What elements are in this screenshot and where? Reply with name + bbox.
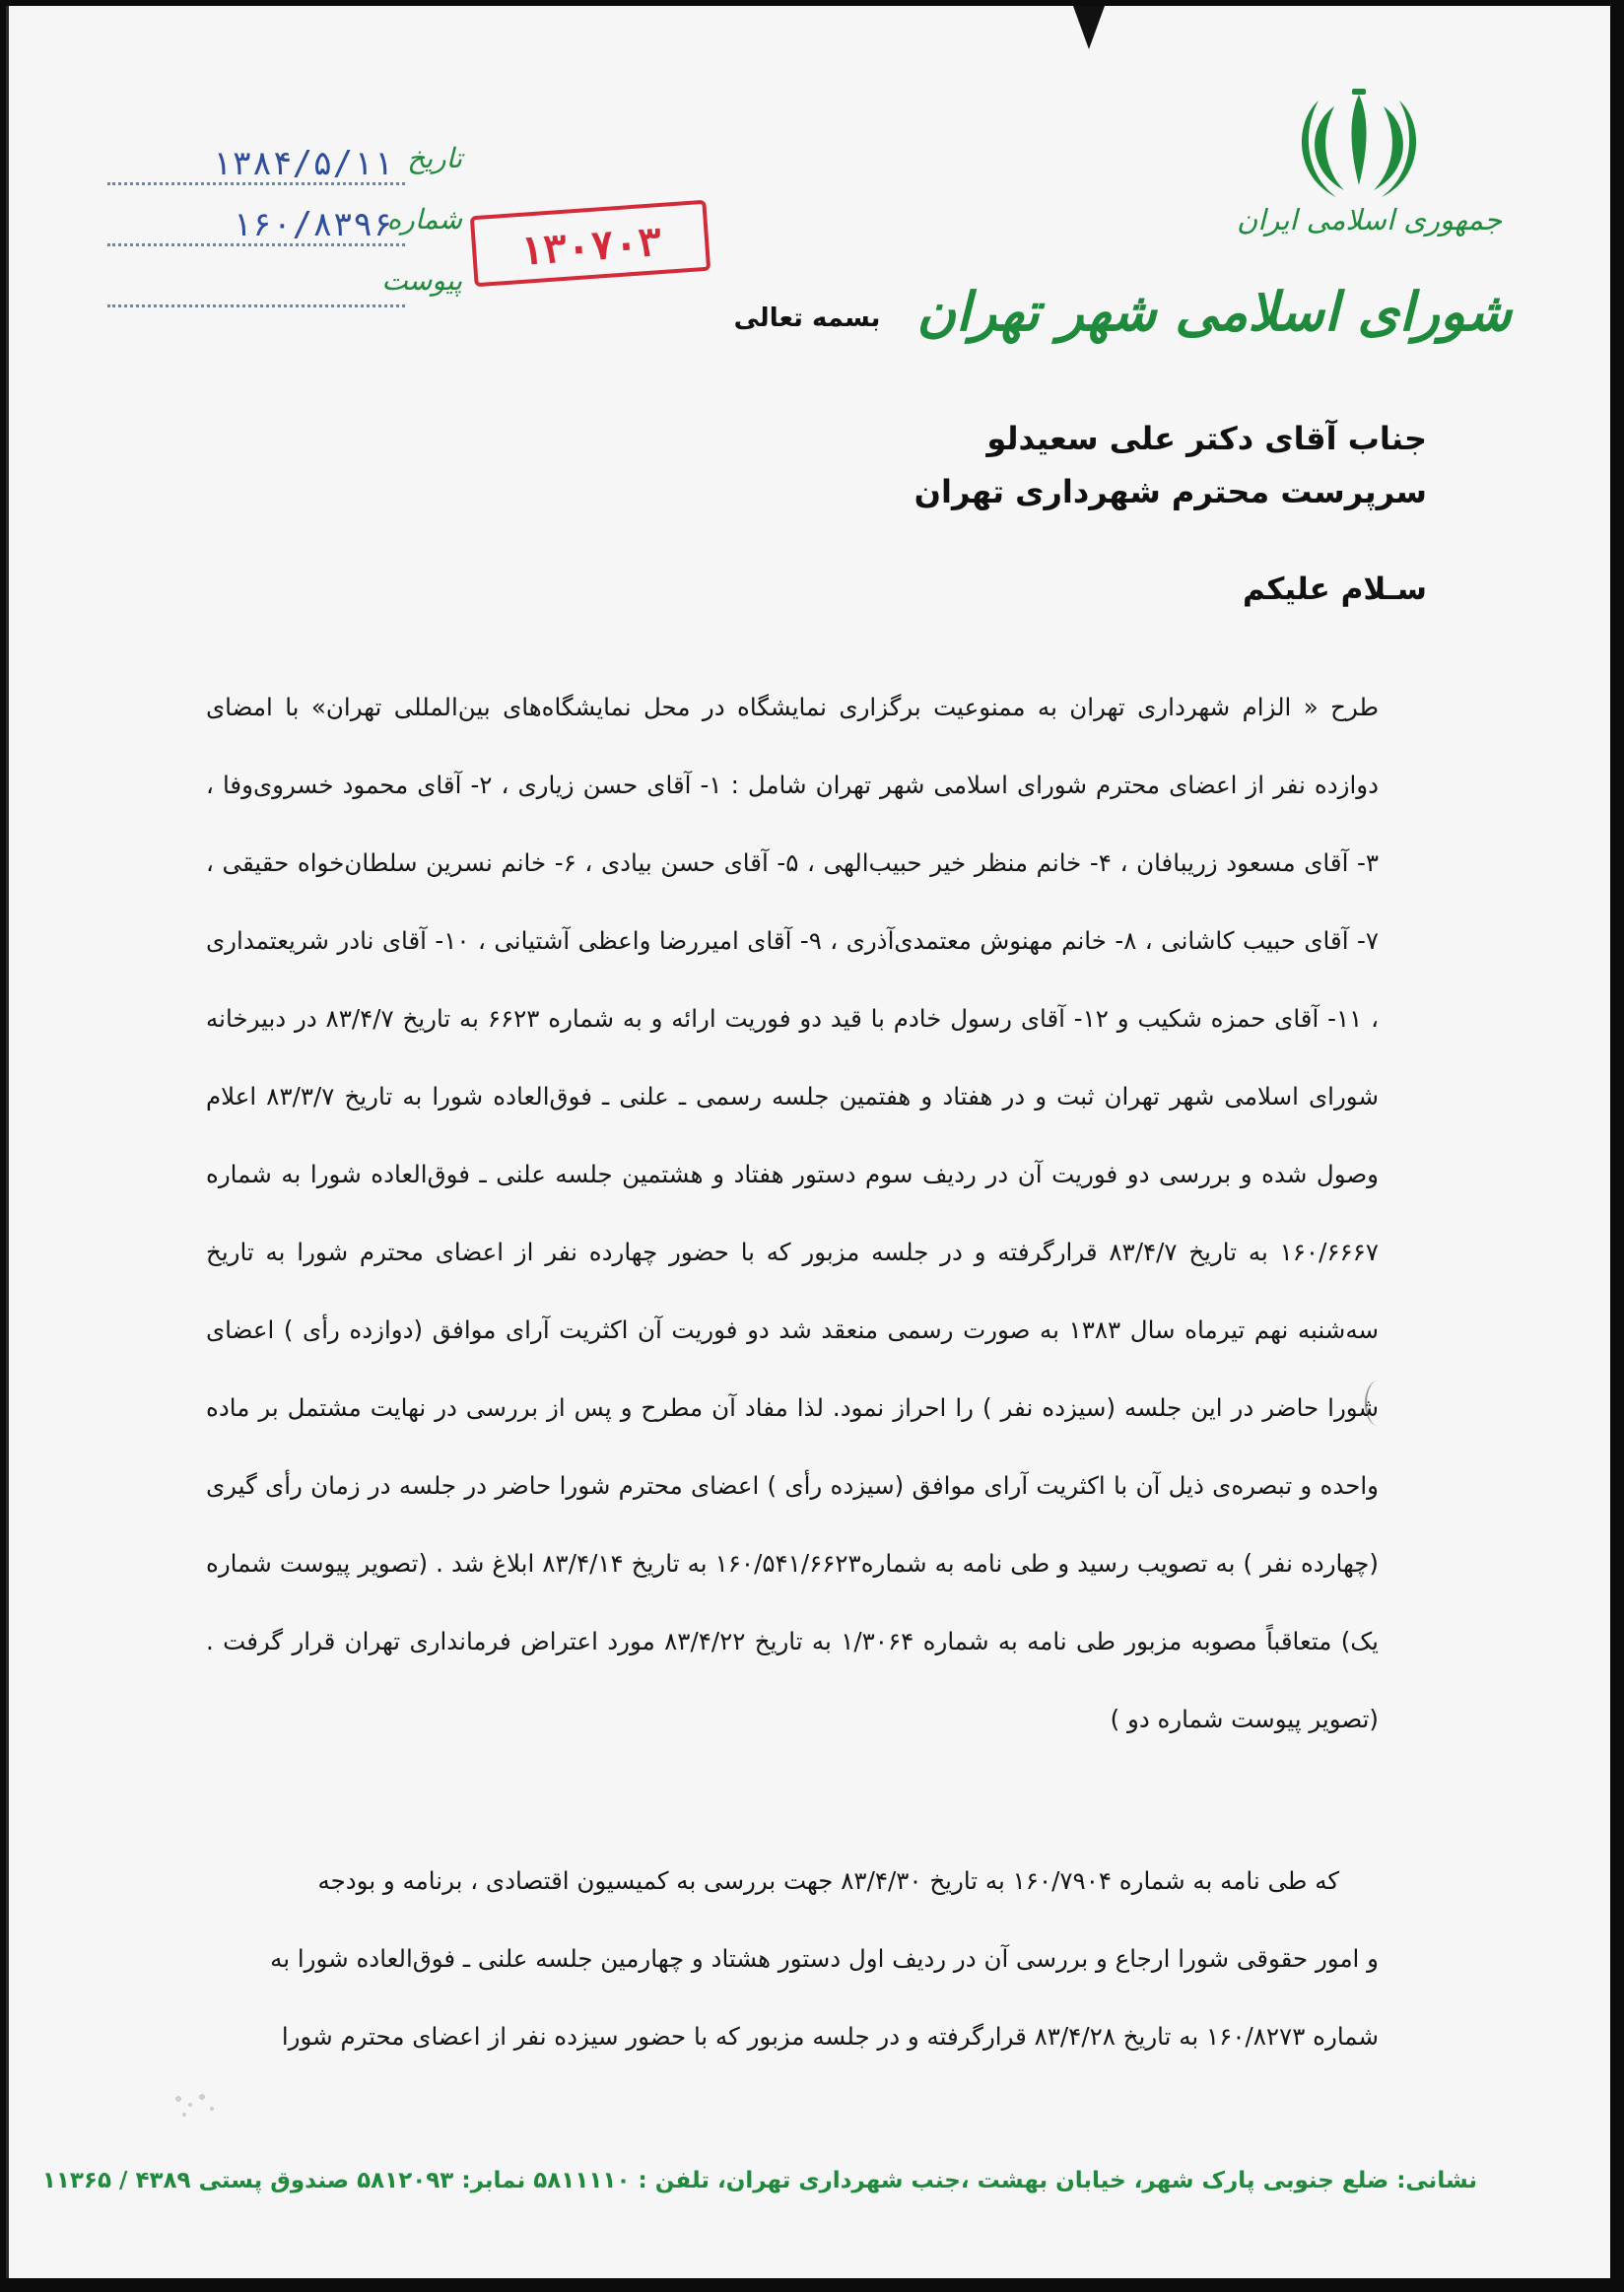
body-paragraph-2 [206,1842,1379,2075]
attachment-row [107,264,462,315]
attachment-label: پیوست [381,264,462,297]
letter-page [6,6,1610,2278]
body-paragraph-1: طرح « الزام شهرداری تهران به ممنوعیت برگزاری نمایشگاه در محل نمایشگاه‌های بین‌المللی تهران» با امضای دوازده نفر از اعضای محترم شورای اسلامی شهر تهران شامل : ۱- آقای حسن زیاری ، ۲- آقای محمود خسروی‌وفا ، ۳- آقای مسعود زریبافان ، ۴- خانم منظر خیر حبیب‌الهی ، ۵- آقای حسن بیادی ، ۶- خانم نسرین سلطان‌خواه حقیقی ، ۷- آقای حبیب کاشانی ، ۸- خانم مهنوش معتمدی‌آذری ، ۹- آقای امیررضا واعظی آشتیانی ، ۱۰- آقای نادر شریعتمداری ، ۱۱- آقای حمزه شکیب و ۱۲- آقای رسول خادم با قید دو فوریت ارائه و به شماره ۶۶۲۳ به تاریخ ۸۳/۴/۷ در دبیرخانه شورای اسلامی شهر تهران ثبت و در هفتاد و هفتمین جلسه رسمی ـ علنی ـ فوق‌العاده شورا به تاریخ ۸۳/۳/۷ اعلام وصول شده و بررسی دو فوریت آن در ردیف سوم دستور هفتاد و هشتمین جلسه علنی ـ فوق‌العاده شورا به شماره ۱۶۰/۶۶۶۷ به تاریخ ۸۳/۴/۷ قرارگرفته و در جلسه مزبور که با حضور چهارده نفر از اعضای محترم شورا به تاریخ سه‌شنبه نهم تیرماه سال ۱۳۸۳ به صورت رسمی منعقد شد دو فوریت آن اکثریت آرای موافق (دوازده رأی ) اعضای شورا حاضر در این جلسه (سیزده نفر ) را احراز نمود. لذا مفاد آن مطرح و پس از بررسی در نهایت مشتمل بر ماده واحده و تبصره‌ی ذیل آن با اکثریت آرای موافق (سیزده رأی ) اعضای محترم شورا حاضر در جلسه در زمان رأی گیری (چهارده نفر ) به تصویب رسید و طی نامه به شماره۱۶۰/۵۴۱/۶۶۲۳ به تاریخ ۸۳/۴/۱۴ ابلاغ شد . (تصویر پیوست شماره یک) متعاقباً مصوبه مزبور طی نامه به شماره ۱/۳۰۶۴ به تاریخ ۸۳/۴/۲۲ مورد اعتراض فرمانداری تهران قرار گرفت . (تصویر پیوست شماره دو ) [206,693,1380,1733]
recipient-title: سرپرست محترم شهرداری تهران [914,473,1427,510]
number-label: شماره [386,203,462,236]
salutation: سـلام علیکم [1243,572,1427,607]
republic-name: جمهوری اسلامی ایران [1236,203,1502,236]
organization-name: شورای اسلامی شهر تهران [916,280,1512,343]
paragraph-2-line: شماره ۱۶۰/۸۲۷۳ به تاریخ ۸۳/۴/۲۸ قرارگرفته و در جلسه مزبور که با حضور سیزده نفر از اعضای محترم شورا [281,2022,1379,2051]
paragraph-2-line: که طی نامه به شماره ۱۶۰/۷۹۰۴ به تاریخ ۸۳/۴/۳۰ جهت بررسی به کمیسیون اقتصادی ، برنامه و بودجه [317,1866,1339,1895]
number-value: ۱۶۰/۸۳۹۶ [232,205,393,244]
date-row [107,142,462,193]
date-label: تاریخ [407,142,462,174]
ink-smudge [169,2087,224,2123]
pencil-mark [1365,1381,1390,1426]
registration-stamp: ۱۳۰۷۰۳ [470,200,710,288]
number-row [107,203,462,254]
page-notch [1073,6,1105,49]
attachment-dotted-line [107,304,405,307]
letterhead-footer-address: نشانی: ضلع جنوبی پارک شهر، خیابان بهشت ،جنب شهرداری تهران، تلفن : ۵۸۱۱۱۱۰ نمابر: ۵۸۱۲۰۹۳ صندوق پستی ۴۳۸۹ / ۱۱۳۶۵ [41,2168,1477,2193]
iran-emblem-icon [1295,87,1423,205]
bismillah-heading: بسمه تعالی [733,303,881,333]
recipient-name: جناب آقای دکتر علی سعیدلو [986,420,1427,457]
date-value: ۱۳۸۴/۵/۱۱ [211,144,393,183]
paragraph-2-line: و امور حقوقی شورا ارجاع و بررسی آن در ردیف اول دستور هشتاد و چهارمین جلسه علنی ـ فوق‌العاده شورا به [270,1944,1379,1973]
